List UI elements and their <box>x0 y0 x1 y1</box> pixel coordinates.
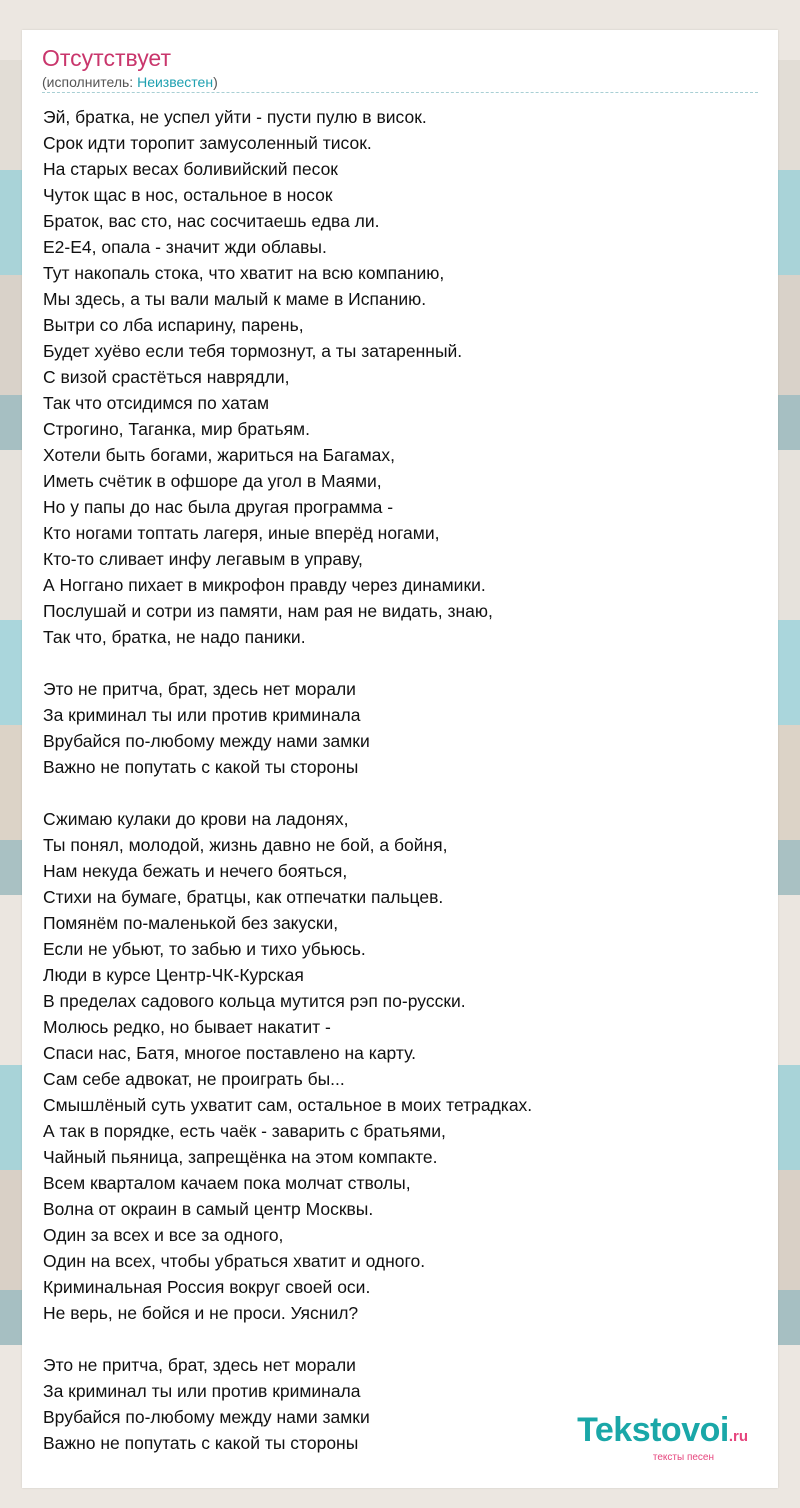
lyrics-line: Нам некуда бежать и нечего бояться, <box>43 861 348 881</box>
lyrics-stanza <box>43 676 763 780</box>
logo-wordmark <box>577 1413 748 1454</box>
header-divider <box>42 92 758 93</box>
lyrics-line: Стихи на бумаге, братцы, как отпечатки пальцев. <box>43 887 444 907</box>
lyrics-line: Смышлёный суть ухватит сам, остальное в моих тетрадках. <box>43 1095 533 1115</box>
lyrics-line: Спаси нас, Батя, многое поставлено на карту. <box>43 1043 416 1063</box>
lyrics-line: Вытри со лба испарину, парень, <box>43 315 304 335</box>
lyrics-stanza <box>43 806 763 1326</box>
lyrics-line: Один за всех и все за одного, <box>43 1225 284 1245</box>
lyrics-line: Сжимаю кулаки до крови на ладонях, <box>43 809 349 829</box>
lyrics-line: Браток, вас сто, нас сосчитаешь едва ли. <box>43 211 380 231</box>
lyrics-line: Строгино, Таганка, мир братьям. <box>43 419 310 439</box>
lyrics-line: Ты понял, молодой, жизнь давно не бой, а бойня, <box>43 835 448 855</box>
lyrics-line: Один на всех, чтобы убраться хватит и одного. <box>43 1251 426 1271</box>
lyrics-line: Чуток щас в нос, остальное в носок <box>43 185 333 205</box>
lyrics-line: За криминал ты или против криминала <box>43 1381 361 1401</box>
lyrics-line: Кто ногами топтать лагеря, иные вперёд ногами, <box>43 523 440 543</box>
lyrics-line: Срок идти торопит замусоленный тисок. <box>43 133 372 153</box>
lyrics-line: Всем кварталом качаем пока молчат стволы, <box>43 1173 411 1193</box>
lyrics-line: Так что отсидимся по хатам <box>43 393 270 413</box>
lyrics-line: Будет хуёво если тебя тормознут, а ты затаренный. <box>43 341 463 361</box>
lyrics-line: Это не притча, брат, здесь нет морали <box>43 1355 356 1375</box>
lyrics-line: Врубайся по-любому между нами замки <box>43 731 370 751</box>
artist-suffix: ) <box>213 74 218 90</box>
lyrics-line: Волна от окраин в самый центр Москвы. <box>43 1199 374 1219</box>
lyrics-card <box>22 30 778 1488</box>
lyrics-line: Помянём по-маленькой без закуски, <box>43 913 339 933</box>
lyrics-stanza <box>43 104 763 650</box>
lyrics-line: Не верь, не бойся и не проси. Уяснил? <box>43 1303 359 1323</box>
lyrics-line: На старых весах боливийский песок <box>43 159 338 179</box>
lyrics-line: Криминальная Россия вокруг своей оси. <box>43 1277 371 1297</box>
lyrics-text <box>43 104 763 1482</box>
lyrics-line: Хотели быть богами, жариться на Багамах, <box>43 445 396 465</box>
lyrics-line: В пределах садового кольца мутится рэп по-русски. <box>43 991 466 1011</box>
lyrics-line: С визой срастёться наврядли, <box>43 367 290 387</box>
logo-domain: .ru <box>728 1428 748 1445</box>
song-title: Отсутствует <box>42 45 171 71</box>
lyrics-line: Чайный пьяница, запрещёнка на этом компакте. <box>43 1147 438 1167</box>
logo-brand: Tekstovoi <box>577 1411 729 1449</box>
site-logo[interactable] <box>577 1413 748 1464</box>
lyrics-line: Так что, братка, не надо паники. <box>43 627 306 647</box>
artist-line <box>42 73 218 91</box>
lyrics-line: За криминал ты или против криминала <box>43 705 361 725</box>
artist-prefix: (исполнитель: <box>42 74 138 90</box>
lyrics-line: Важно не попутать с какой ты стороны <box>43 1433 359 1453</box>
lyrics-line: Если не убьют, то забью и тихо убьюсь. <box>43 939 366 959</box>
lyrics-line: Послушай и сотри из памяти, нам рая не видать, знаю, <box>43 601 493 621</box>
lyrics-line: Кто-то сливает инфу легавым в управу, <box>43 549 363 569</box>
lyrics-line: Молюсь редко, но бывает накатит - <box>43 1017 331 1037</box>
lyrics-line: Но у папы до нас была другая программа - <box>43 497 394 517</box>
lyrics-line: Иметь счётик в офшоре да угол в Маями, <box>43 471 382 491</box>
lyrics-line: Мы здесь, а ты вали малый к маме в Испанию. <box>43 289 427 309</box>
artist-link[interactable]: Неизвестен <box>137 74 214 90</box>
lyrics-line: Это не притча, брат, здесь нет морали <box>43 679 356 699</box>
lyrics-line: А так в порядке, есть чаёк - заварить с братьями, <box>43 1121 446 1141</box>
lyrics-line: Важно не попутать с какой ты стороны <box>43 757 359 777</box>
lyrics-line: Врубайся по-любому между нами замки <box>43 1407 370 1427</box>
lyrics-line: Сам себе адвокат, не проиграть бы... <box>43 1069 345 1089</box>
lyrics-line: Тут накопаль стока, что хватит на всю компанию, <box>43 263 445 283</box>
logo-tagline: тексты песен <box>652 1452 714 1463</box>
lyrics-line: Е2-Е4, опала - значит жди облавы. <box>43 237 327 257</box>
lyrics-line: Эй, братка, не успел уйти - пусти пулю в висок. <box>43 107 427 127</box>
lyrics-line: Люди в курсе Центр-ЧК-Курская <box>43 965 304 985</box>
lyrics-line: А Ноггано пихает в микрофон правду через динамики. <box>43 575 486 595</box>
